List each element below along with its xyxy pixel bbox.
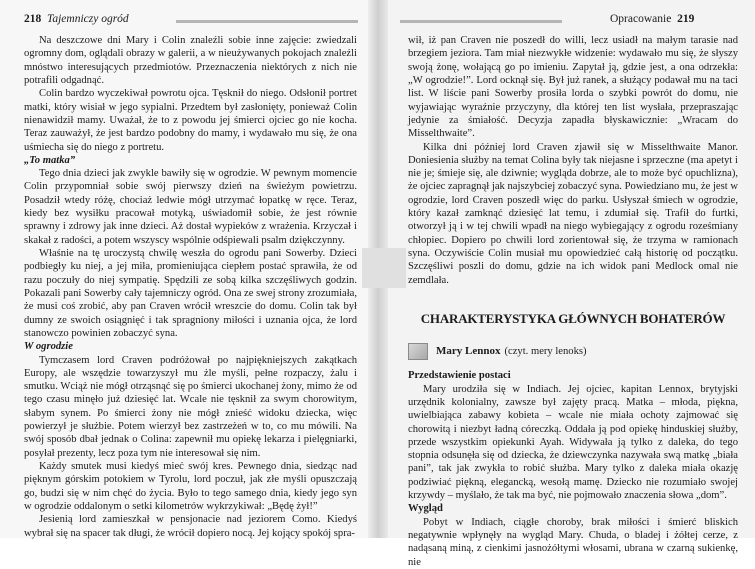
left-paragraph-2: Colin bardzo wyczekiwał powrotu ojca. Tęsknił do niego. Odsłonił portret matki, który wisiał w jego sypialni. Przedtem był zasłonięty, ponieważ Colin nienawidził mamy. Uważał, że to z powodu jej śmierci ojciec go nie kocha. Teraz zauważył, że jest bardzo podobny do mamy, i wydawało mu się, że ona uśmiecha się do niego z portretu. <box>24 88 357 153</box>
left-paragraph-1: Na deszczowe dni Mary i Colin znaleźli sobie inne zajęcie: zwiedzali ogromny dom, oglądali obrazy w galerii, a w nieużywanych pokojach znaleźli mnóstwo interesujących przedmiotów. Przeznaczenia niektórych z nich nie potrafili odgadnąć. <box>24 35 357 86</box>
right-paragraph-3: Mary urodziła się w Indiach. Jej ojciec, kapitan Lennox, brytyjski urzędnik kolonialny, zawsze był zajęty pracą. Matka – młoda, piękna, uwielbiająca zabawy kobieta – wcale nie miała ochoty zajmować się chorowitą i niezbyt ładną córeczką. Oddała ją pod opiekę hinduskiej służby, przede wszystkim opiekunki Ayah. Widywała ją tylko z daleka, do tego stopnia odsunęła się od dziecka, że dziewczynka nazywała swą matkę „biała pani”, tak jak zwykła to robić służba. Mary tylko z daleka miała okazję podziwiać piękną, elegancką, wesołą mamę. Dziecko nie rozumiało swojej krzywdy – myślało, że tak ma być, nie pojmowało znaczenia słowa „dom”. <box>408 383 738 502</box>
left-paragraph-7: Jesienią lord zamieszkał w pensjonacie nad jeziorem Como. Kiedyś wybrał się na spacer tak długi, że wrócił dopiero nocą. Jej kojący spokój spra- <box>24 514 357 539</box>
right-page-number: 219 <box>677 13 695 25</box>
right-paragraph-1: wił, iż pan Craven nie poszedł do willi, lecz usiadł na małym tarasie nad brzegiem jeziora. Tam miał niezwykłe widzenie: wydawało mu się, że słyszy swoją żonę, wołającą go po imieniu. Zapytał ją, gdzie jest, a ona odrzekła: „W ogrodzie!”. Lord ocknął się. Był już ranek, a służący podawał mu na taci list. W liście pani Sowerby prosiła lorda o szybki powrót do domu, nie wyjawiając wyraźnie przyczyny, dla której ten list wysłała, przepraszając jedynie za śmiałość. Decyzja zapadła błyskawicznie: „Wracam do Misselthwaite”. <box>408 35 738 140</box>
left-subheading-to-matka: „To matka” <box>24 154 76 166</box>
character-entry <box>408 343 738 360</box>
left-text-column <box>24 34 357 540</box>
gutter-page-tab <box>362 248 406 288</box>
right-header-rule <box>400 20 562 23</box>
right-page <box>378 0 755 568</box>
left-paragraph-4: Właśnie na tę uroczystą chwilę weszła do ogrodu pani Sowerby. Dzieci podbiegły ku niej, a jej miła, promieniująca ciepłem postać sprawiła, że od razu poczuły do niej sympatię. Spędzili ze sobą kilka szczęśliwych godzin. Pokazali pani Sowerby cały tajemniczy ogród. Ona ze swej strony zrozumiała, że musi coś zrobić, aby pan Craven wrócił wreszcie do domu. Colin tak był dumny ze swoich osiągnięć i tak spragniony miłości i uznania ojca, że lord stanowczo powinien zobaczyć syna. <box>24 248 358 339</box>
left-subheading-w-ogrodzie: W ogrodzie <box>24 341 73 353</box>
character-pronunciation: (czyt. mery lenoks) <box>504 346 587 358</box>
right-page-header <box>610 13 694 25</box>
right-paragraph-4: Pobyt w Indiach, ciągłe choroby, brak miłości i śmierć bliskich negatywnie wpłynęły na wygląd Mary. Chuda, o bladej i żółtej cerze, z nadąsaną miną, z cienkimi jasnożółtymi włosami, ubrana w czarną sukienkę, nie <box>408 516 738 568</box>
right-text-column <box>408 34 738 569</box>
left-page-running-title: Tajemniczy ogród <box>47 13 129 25</box>
left-paragraph-5: Tymczasem lord Craven podróżował po najpiękniejszych zakątkach Europy, ale wszędzie towarzyszył mu żle myśli, pełne rozpaczy, żalu i smutku. Wciąż nie mógł otrząsnąć się po śmierci ukochanej żony, mimo że od tego czasu minęło już dziesięć lat. Wcale nie tęsknił za swym chorowitym, słabym synem. Po śmierci żony nie mógł znieść widoku dziecka, więc powierzył je służbie. Potem wierzył bez zastrzeżeń w to, co mu mówili. Na swój sposób dbał jednak o Colina: zapewnił mu opiekę lekarza i pielęgniarki, posyłał prezenty, lecz poza tym nie interesował się nim. <box>24 354 357 459</box>
left-paragraph-3: Tego dnia dzieci jak zwykle bawiły się w ogrodzie. W pewnym momencie Colin przypomniał sobie swój pierwszy dzień na świeżym powietrzu. Posadził wtedy różę, chociaż ledwie mógł utrzymać łopatkę w ręce. Teraz, kiedy bez wysiłku pracował motyką, uświadomił sobie, że jest równie sprawny i zdrowy jak inne dzieci. Aż dostał wypieków z wrażenia. Krzyczał i skakał z radości, a potem wszyscy wspólnie odśpiewali psalm dziękczynny. <box>24 168 357 246</box>
left-page-number: 218 <box>24 13 42 25</box>
right-subheading-przedstawienie: Przedstawienie postaci <box>408 370 511 382</box>
left-paragraph-6: Każdy smutek musi kiedyś mieć swój kres. Pewnego dnia, siedząc nad pięknym górskim potokiem w Tyrolu, lord poczuł, jak złe myśli opuszczają go, budzi się w nim chęć do życia. Było to tego samego dnia, kiedy jego syn w ogrodzie oddalonym o setki kilometrów wykrzykiwał: „Będę żył!” <box>24 461 357 512</box>
right-page-running-title: Opracowanie <box>610 13 672 25</box>
left-page <box>0 0 377 538</box>
left-page-header <box>24 13 129 25</box>
left-header-rule <box>176 20 358 23</box>
right-subheading-wyglad: Wygląd <box>408 503 443 515</box>
section-heading-characters: CHARAKTERYSTYKA GŁÓWNYCH BOHATERÓW <box>420 310 726 326</box>
character-portrait-icon <box>408 343 428 360</box>
right-paragraph-2: Kilka dni później lord Craven zjawił się w Misselthwaite Manor. Doniesienia służby na temat Colina były tak niejasne i sprzeczne (ma apetyt i nie je; śmieje się, ale dziwnie; wygląda dobrze, ale to może być opuchlizna), że ojciec zapragnął jak najszybciej zobaczyć syna. Powiedziano mu, że jest w ogrodzie, lord Craven poszedł więc do parku. Usłyszał śmiech w ogrodzie, który kazał zamknąć dziesięć lat temu, i zdumiał się. Trafił do furtki, otworzył ją i w tej chwili wpadł na niego wybiegający z ogrodu roześmiany chłopiec. Dopiero po chwili lord zorientował się, że trzyma w ramionach syna. Oczywiście Colin musiał mu opowiedzieć całą historię od początku. Szczęśliwi poszli do domu, gdzie na ich widok pani Medlock omal nie zemdlała. <box>408 141 738 286</box>
character-name: Mary Lennox <box>436 345 501 358</box>
